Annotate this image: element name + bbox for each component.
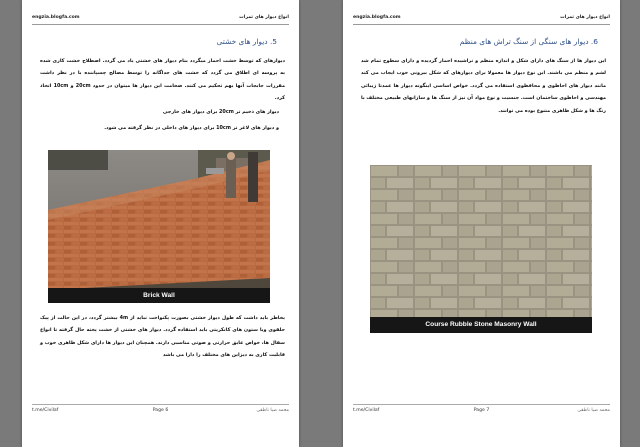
header-divider	[32, 24, 289, 25]
footer-author: محمد ضیا ناطقی	[577, 408, 610, 413]
header-divider	[353, 24, 610, 25]
page-number: Page 7	[473, 408, 490, 413]
header-site: engzia.blogfa.com	[353, 15, 401, 20]
bullet-item: دیوار های ذخیم تر 20cm برای دیوار های خارجی	[162, 109, 279, 115]
page-footer	[353, 408, 610, 418]
footer-link: t.me/Civilaf	[353, 408, 380, 413]
document-page-left	[22, 0, 299, 447]
body-paragraph: این دیوار ها از سنگ های دارای شکل و اندازه منظم و تراشیده احمار گردیده و دارای سطوح تمام شد لشم و منظم می باشند. این نوع دیوار ها معمولا برای دیوارهای که شکل بیرونی خوب ایجاب می کند مانند دیوار های احاطوی و محافظوی استفاده می گردد. خواص اساسی اینگونه دیوار ها عمدتا زیبائی مهندسی و احاطوی ساختمان است. جنسیت و نوع مواد آن نیز از سنگ ها و سازانهای طبیعی مختلف با رنگ ها و شکل ظاهری متنوع بوده می توانند.	[361, 58, 606, 114]
section-title: 5. دیوار های خشتی	[216, 37, 277, 46]
stone-wall-photo	[370, 165, 592, 333]
header-site: engzia.blogfa.com	[32, 15, 80, 20]
header-title: انواع دیوار های ثمرات	[560, 15, 610, 20]
stone-wall-image	[370, 165, 592, 333]
bullet-item: و دیوار های لاغر تر 10cm برای دیوار های داخلی در نظر گرفته می شود.	[104, 125, 279, 131]
section-title: 6. دیوار های سنگی از سنگ تراش های منظم	[459, 37, 598, 46]
brick-wall-photo	[48, 150, 270, 303]
header-title: انواع دیوار های ثمرات	[239, 15, 289, 20]
brick-wall-image	[48, 150, 270, 303]
figure-caption: Course Rubble Stone Masonry Wall	[370, 317, 592, 333]
footer-link: t.me/Civilaf	[32, 408, 59, 413]
footer-divider	[32, 404, 289, 405]
body-paragraph: دیوارهای که توسط خشت احمار میگردد بنام دیوار های خشتی یاد می گردد. اصطلاح خشت کاری شده به پروسه ای اطلاق می گردد که خشت های جداگانه را توسط مصالح چسپاننده با در نظر داشت مقررات جابجات آنها بهم تحکیم می کنند. ضخامت این دیوار ها میتوان در حدود 20cm و 10cm اتخاذ کرد.	[40, 58, 285, 102]
figure-caption: Brick Wall	[48, 288, 270, 303]
footer-author: محمد ضیا ناطقی	[256, 408, 289, 413]
page-footer	[32, 408, 289, 418]
body-paragraph-2: بخاطر باید داشت که طول دیوار خشتی بصورت پکنواخت نباید از 4m بیشتر گردد، در این حالت از پیک حلقوی ویا ستون های کانکریتی باید استفاده گردد. دیوار های خشتی از خشت پخته حال گرفته تا انواع سفال ها، خواص عایق حرارتی و صوتی مناسبی دارند. همچنان این دیوار ها دارای شکل ظاهری خوب و قابلیت کاری به دیزاین های مختلف را دارا می باشد	[40, 315, 285, 359]
footer-divider	[353, 404, 610, 405]
page-number: Page 6	[152, 408, 169, 413]
document-page-right	[343, 0, 620, 447]
